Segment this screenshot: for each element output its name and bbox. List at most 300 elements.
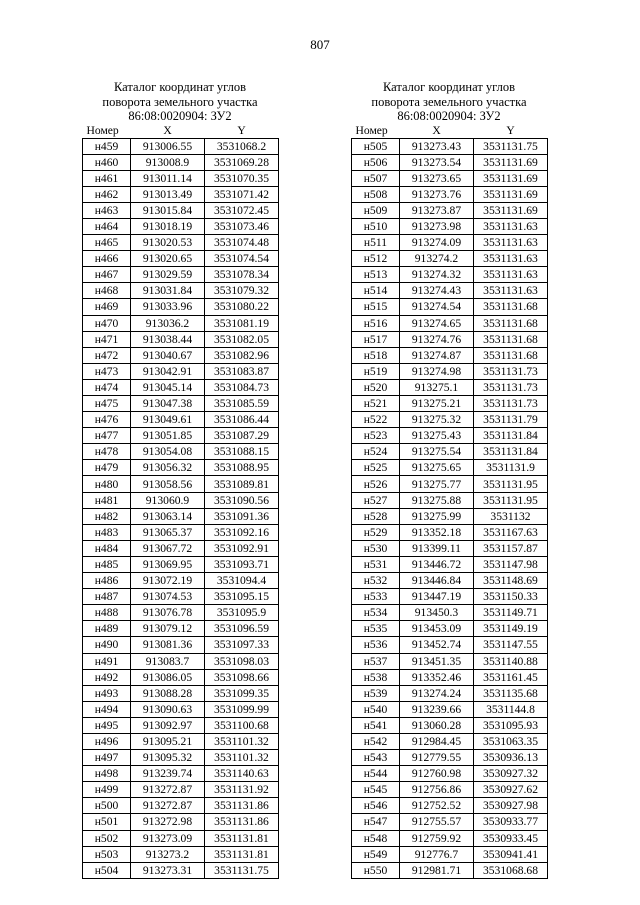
point-number-cell: н505 <box>352 138 400 154</box>
x-coordinate-cell: 913272.87 <box>131 782 205 798</box>
point-number-cell: н498 <box>83 766 131 782</box>
y-coordinate-cell: 3531087.29 <box>205 428 279 444</box>
table-row <box>83 556 279 572</box>
x-coordinate-cell: 913274.32 <box>400 267 474 283</box>
table-row <box>352 138 548 154</box>
x-coordinate-cell: 913275.1 <box>400 379 474 395</box>
x-coordinate-cell: 913020.53 <box>131 235 205 251</box>
coordinate-catalog-right <box>351 80 548 879</box>
table-row <box>83 798 279 814</box>
table-row <box>352 363 548 379</box>
y-coordinate-cell: 3531092.91 <box>205 540 279 556</box>
y-coordinate-cell: 3531098.66 <box>205 669 279 685</box>
catalog-title <box>82 80 278 124</box>
table-row <box>352 379 548 395</box>
point-number-cell: н460 <box>83 154 131 170</box>
table-row <box>352 170 548 186</box>
x-coordinate-cell: 913274.76 <box>400 331 474 347</box>
x-coordinate-cell: 913272.98 <box>131 814 205 830</box>
table-row <box>352 396 548 412</box>
point-number-cell: н486 <box>83 573 131 589</box>
point-number-cell: н540 <box>352 701 400 717</box>
y-coordinate-cell: 3531131.63 <box>474 235 548 251</box>
point-number-cell: н528 <box>352 508 400 524</box>
x-coordinate-cell: 913239.66 <box>400 701 474 717</box>
table-row <box>352 444 548 460</box>
x-coordinate-cell: 913054.08 <box>131 444 205 460</box>
table-row <box>352 218 548 234</box>
y-coordinate-cell: 3531086.44 <box>205 412 279 428</box>
x-coordinate-cell: 913446.84 <box>400 573 474 589</box>
point-number-cell: н520 <box>352 379 400 395</box>
y-coordinate-cell: 3531078.34 <box>205 267 279 283</box>
point-number-cell: н532 <box>352 573 400 589</box>
column-header-y: Y <box>506 123 515 137</box>
x-coordinate-cell: 913013.49 <box>131 186 205 202</box>
y-coordinate-cell: 3531069.28 <box>205 154 279 170</box>
y-coordinate-cell: 3531131.69 <box>474 186 548 202</box>
y-coordinate-cell: 3531132 <box>474 508 548 524</box>
table-row <box>83 251 279 267</box>
point-number-cell: н461 <box>83 170 131 186</box>
point-number-cell: н487 <box>83 589 131 605</box>
x-coordinate-cell: 913273.98 <box>400 218 474 234</box>
x-coordinate-cell: 913006.55 <box>131 138 205 154</box>
table-row <box>352 862 548 878</box>
y-coordinate-cell: 3531093.71 <box>205 556 279 572</box>
x-coordinate-cell: 913274.87 <box>400 347 474 363</box>
table-row <box>83 396 279 412</box>
x-coordinate-cell: 913095.32 <box>131 750 205 766</box>
point-number-cell: н518 <box>352 347 400 363</box>
point-number-cell: н481 <box>83 492 131 508</box>
y-coordinate-cell: 3531131.75 <box>205 862 279 878</box>
x-coordinate-cell: 913453.09 <box>400 621 474 637</box>
table-row <box>83 653 279 669</box>
point-number-cell: н508 <box>352 186 400 202</box>
y-coordinate-cell: 3531131.63 <box>474 283 548 299</box>
x-coordinate-cell: 913090.63 <box>131 701 205 717</box>
x-coordinate-cell: 912759.92 <box>400 830 474 846</box>
table-row <box>352 540 548 556</box>
x-coordinate-cell: 913447.19 <box>400 589 474 605</box>
y-coordinate-cell: 3531144.8 <box>474 701 548 717</box>
x-coordinate-cell: 913049.61 <box>131 412 205 428</box>
y-coordinate-cell: 3531131.95 <box>474 492 548 508</box>
y-coordinate-cell: 3531131.73 <box>474 379 548 395</box>
x-coordinate-cell: 912752.52 <box>400 798 474 814</box>
y-coordinate-cell: 3531099.99 <box>205 701 279 717</box>
y-coordinate-cell: 3531149.19 <box>474 621 548 637</box>
y-coordinate-cell: 3531131.84 <box>474 444 548 460</box>
table-row <box>83 170 279 186</box>
x-coordinate-cell: 913451.35 <box>400 653 474 669</box>
y-coordinate-cell: 3530927.62 <box>474 782 548 798</box>
table-row <box>352 846 548 862</box>
x-coordinate-cell: 913274.54 <box>400 299 474 315</box>
point-number-cell: н523 <box>352 428 400 444</box>
y-coordinate-cell: 3531149.71 <box>474 605 548 621</box>
table-row <box>83 524 279 540</box>
x-coordinate-cell: 913067.72 <box>131 540 205 556</box>
table-row <box>83 379 279 395</box>
y-coordinate-cell: 3531082.05 <box>205 331 279 347</box>
point-number-cell: н465 <box>83 235 131 251</box>
point-number-cell: н500 <box>83 798 131 814</box>
table-row <box>83 315 279 331</box>
x-coordinate-cell: 913051.85 <box>131 428 205 444</box>
table-row <box>352 524 548 540</box>
table-row <box>83 782 279 798</box>
y-coordinate-cell: 3531082.96 <box>205 347 279 363</box>
y-coordinate-cell: 3530936.13 <box>474 750 548 766</box>
x-coordinate-cell: 913060.9 <box>131 492 205 508</box>
point-number-cell: н462 <box>83 186 131 202</box>
table-row <box>83 540 279 556</box>
x-coordinate-cell: 912760.98 <box>400 766 474 782</box>
point-number-cell: н526 <box>352 476 400 492</box>
table-row <box>83 283 279 299</box>
y-coordinate-cell: 3531094.4 <box>205 573 279 589</box>
catalog-title-line: 86:08:0020904: ЗУ2 <box>397 109 501 123</box>
table-body <box>83 138 279 878</box>
point-number-cell: н467 <box>83 267 131 283</box>
x-coordinate-cell: 912779.55 <box>400 750 474 766</box>
catalog-title-line: Каталог координат углов <box>113 80 247 94</box>
table-row <box>83 589 279 605</box>
table-row <box>352 235 548 251</box>
x-coordinate-cell: 913352.46 <box>400 669 474 685</box>
y-coordinate-cell: 3531073.46 <box>205 218 279 234</box>
y-coordinate-cell: 3531101.32 <box>205 750 279 766</box>
point-number-cell: н529 <box>352 524 400 540</box>
point-number-cell: н464 <box>83 218 131 234</box>
point-number-cell: н512 <box>352 251 400 267</box>
table-row <box>83 476 279 492</box>
point-number-cell: н510 <box>352 218 400 234</box>
x-coordinate-cell: 913273.54 <box>400 154 474 170</box>
table-row <box>352 782 548 798</box>
table-row <box>83 154 279 170</box>
x-coordinate-cell: 913072.19 <box>131 573 205 589</box>
column-header-x: X <box>163 123 172 137</box>
point-number-cell: н493 <box>83 685 131 701</box>
table-row <box>83 621 279 637</box>
y-coordinate-cell: 3531098.03 <box>205 653 279 669</box>
table-row <box>83 830 279 846</box>
x-coordinate-cell: 913274.98 <box>400 363 474 379</box>
point-number-cell: н474 <box>83 379 131 395</box>
point-number-cell: н476 <box>83 412 131 428</box>
point-number-cell: н513 <box>352 267 400 283</box>
x-coordinate-cell: 913273.2 <box>131 846 205 862</box>
point-number-cell: н543 <box>352 750 400 766</box>
table-row <box>352 653 548 669</box>
table-row <box>83 750 279 766</box>
table-row <box>352 331 548 347</box>
y-coordinate-cell: 3531097.33 <box>205 637 279 653</box>
y-coordinate-cell: 3531157.87 <box>474 540 548 556</box>
table-row <box>83 138 279 154</box>
table-row <box>83 299 279 315</box>
y-coordinate-cell: 3531135.68 <box>474 685 548 701</box>
catalog-title <box>351 80 547 124</box>
table-row <box>352 701 548 717</box>
y-coordinate-cell: 3531131.69 <box>474 170 548 186</box>
x-coordinate-cell: 913273.31 <box>131 862 205 878</box>
x-coordinate-cell: 913040.67 <box>131 347 205 363</box>
point-number-cell: н545 <box>352 782 400 798</box>
x-coordinate-cell: 913275.77 <box>400 476 474 492</box>
point-number-cell: н548 <box>352 830 400 846</box>
point-number-cell: н503 <box>83 846 131 862</box>
point-number-cell: н496 <box>83 733 131 749</box>
y-coordinate-cell: 3530933.45 <box>474 830 548 846</box>
table-row <box>83 766 279 782</box>
point-number-cell: н483 <box>83 524 131 540</box>
point-number-cell: н539 <box>352 685 400 701</box>
point-number-cell: н466 <box>83 251 131 267</box>
y-coordinate-cell: 3531072.45 <box>205 202 279 218</box>
point-number-cell: н537 <box>352 653 400 669</box>
x-coordinate-cell: 913074.53 <box>131 589 205 605</box>
y-coordinate-cell: 3531131.69 <box>474 202 548 218</box>
x-coordinate-cell: 913063.14 <box>131 508 205 524</box>
x-coordinate-cell: 913069.95 <box>131 556 205 572</box>
point-number-cell: н480 <box>83 476 131 492</box>
y-coordinate-cell: 3531092.16 <box>205 524 279 540</box>
y-coordinate-cell: 3531096.59 <box>205 621 279 637</box>
point-number-cell: н492 <box>83 669 131 685</box>
x-coordinate-cell: 913081.36 <box>131 637 205 653</box>
coordinates-table <box>351 124 548 879</box>
x-coordinate-cell: 913088.28 <box>131 685 205 701</box>
x-coordinate-cell: 913079.12 <box>131 621 205 637</box>
y-coordinate-cell: 3531131.92 <box>205 782 279 798</box>
point-number-cell: н490 <box>83 637 131 653</box>
table-row <box>352 347 548 363</box>
x-coordinate-cell: 913274.24 <box>400 685 474 701</box>
point-number-cell: н521 <box>352 396 400 412</box>
table-row <box>83 846 279 862</box>
x-coordinate-cell: 913029.59 <box>131 267 205 283</box>
point-number-cell: н550 <box>352 862 400 878</box>
y-coordinate-cell: 3531140.88 <box>474 653 548 669</box>
point-number-cell: н494 <box>83 701 131 717</box>
point-number-cell: н524 <box>352 444 400 460</box>
y-coordinate-cell: 3531079.32 <box>205 283 279 299</box>
y-coordinate-cell: 3531099.35 <box>205 685 279 701</box>
x-coordinate-cell: 913274.43 <box>400 283 474 299</box>
point-number-cell: н546 <box>352 798 400 814</box>
x-coordinate-cell: 913056.32 <box>131 460 205 476</box>
table-row <box>352 556 548 572</box>
table-row <box>352 267 548 283</box>
table-row <box>83 412 279 428</box>
point-number-cell: н463 <box>83 202 131 218</box>
x-coordinate-cell: 912981.71 <box>400 862 474 878</box>
table-row <box>352 605 548 621</box>
table-row <box>352 186 548 202</box>
column-header-x: X <box>432 123 441 137</box>
x-coordinate-cell: 913275.54 <box>400 444 474 460</box>
x-coordinate-cell: 913273.87 <box>400 202 474 218</box>
y-coordinate-cell: 3531131.81 <box>205 846 279 862</box>
table-row <box>352 428 548 444</box>
table-row <box>83 444 279 460</box>
point-number-cell: н499 <box>83 782 131 798</box>
table-row <box>83 862 279 878</box>
point-number-cell: н536 <box>352 637 400 653</box>
y-coordinate-cell: 3531148.69 <box>474 573 548 589</box>
x-coordinate-cell: 913018.19 <box>131 218 205 234</box>
point-number-cell: н511 <box>352 235 400 251</box>
column-header-number: Номер <box>355 123 388 137</box>
point-number-cell: н485 <box>83 556 131 572</box>
point-number-cell: н502 <box>83 830 131 846</box>
x-coordinate-cell: 913275.43 <box>400 428 474 444</box>
table-row <box>83 186 279 202</box>
table-row <box>352 814 548 830</box>
y-coordinate-cell: 3531063.35 <box>474 733 548 749</box>
point-number-cell: н489 <box>83 621 131 637</box>
y-coordinate-cell: 3531090.56 <box>205 492 279 508</box>
x-coordinate-cell: 913274.09 <box>400 235 474 251</box>
table-row <box>352 299 548 315</box>
x-coordinate-cell: 913086.05 <box>131 669 205 685</box>
x-coordinate-cell: 913020.65 <box>131 251 205 267</box>
point-number-cell: н473 <box>83 363 131 379</box>
x-coordinate-cell: 913273.65 <box>400 170 474 186</box>
point-number-cell: н504 <box>83 862 131 878</box>
point-number-cell: н507 <box>352 170 400 186</box>
table-row <box>352 685 548 701</box>
x-coordinate-cell: 913095.21 <box>131 733 205 749</box>
y-coordinate-cell: 3531081.19 <box>205 315 279 331</box>
x-coordinate-cell: 913275.32 <box>400 412 474 428</box>
y-coordinate-cell: 3531084.73 <box>205 379 279 395</box>
table-row <box>83 235 279 251</box>
table-row <box>83 363 279 379</box>
y-coordinate-cell: 3531131.84 <box>474 428 548 444</box>
x-coordinate-cell: 913275.21 <box>400 396 474 412</box>
y-coordinate-cell: 3531100.68 <box>205 717 279 733</box>
table-row <box>352 460 548 476</box>
table-row <box>83 717 279 733</box>
x-coordinate-cell: 913011.14 <box>131 170 205 186</box>
point-number-cell: н516 <box>352 315 400 331</box>
y-coordinate-cell: 3531131.73 <box>474 363 548 379</box>
point-number-cell: н470 <box>83 315 131 331</box>
point-number-cell: н547 <box>352 814 400 830</box>
table-row <box>352 315 548 331</box>
y-coordinate-cell: 3531089.81 <box>205 476 279 492</box>
table-row <box>83 428 279 444</box>
y-coordinate-cell: 3531074.48 <box>205 235 279 251</box>
x-coordinate-cell: 913239.74 <box>131 766 205 782</box>
table-row <box>352 669 548 685</box>
table-row <box>83 701 279 717</box>
x-coordinate-cell: 913352.18 <box>400 524 474 540</box>
y-coordinate-cell: 3531150.33 <box>474 589 548 605</box>
table-row <box>83 202 279 218</box>
y-coordinate-cell: 3531083.87 <box>205 363 279 379</box>
y-coordinate-cell: 3531070.35 <box>205 170 279 186</box>
point-number-cell: н468 <box>83 283 131 299</box>
table-row <box>352 798 548 814</box>
point-number-cell: н482 <box>83 508 131 524</box>
point-number-cell: н501 <box>83 814 131 830</box>
y-coordinate-cell: 3531068.2 <box>205 138 279 154</box>
y-coordinate-cell: 3531131.95 <box>474 476 548 492</box>
y-coordinate-cell: 3531131.68 <box>474 347 548 363</box>
y-coordinate-cell: 3531131.63 <box>474 218 548 234</box>
x-coordinate-cell: 913274.65 <box>400 315 474 331</box>
table-body <box>352 138 548 878</box>
coordinates-table <box>82 124 279 879</box>
y-coordinate-cell: 3531131.79 <box>474 412 548 428</box>
point-number-cell: н497 <box>83 750 131 766</box>
y-coordinate-cell: 3531088.15 <box>205 444 279 460</box>
point-number-cell: н509 <box>352 202 400 218</box>
catalog-title-line: поворота земельного участка <box>371 94 527 109</box>
point-number-cell: н549 <box>352 846 400 862</box>
y-coordinate-cell: 3531147.98 <box>474 556 548 572</box>
point-number-cell: н491 <box>83 653 131 669</box>
table-row <box>352 589 548 605</box>
y-coordinate-cell: 3531131.68 <box>474 331 548 347</box>
table-row <box>352 750 548 766</box>
x-coordinate-cell: 913015.84 <box>131 202 205 218</box>
table-row <box>352 573 548 589</box>
y-coordinate-cell: 3531131.63 <box>474 267 548 283</box>
y-coordinate-cell: 3531131.68 <box>474 315 548 331</box>
y-coordinate-cell: 3531167.63 <box>474 524 548 540</box>
point-number-cell: н459 <box>83 138 131 154</box>
x-coordinate-cell: 913446.72 <box>400 556 474 572</box>
table-row <box>352 412 548 428</box>
point-number-cell: н488 <box>83 605 131 621</box>
y-coordinate-cell: 3531085.59 <box>205 396 279 412</box>
point-number-cell: н519 <box>352 363 400 379</box>
y-coordinate-cell: 3530927.32 <box>474 766 548 782</box>
y-coordinate-cell: 3531068.68 <box>474 862 548 878</box>
x-coordinate-cell: 912776.7 <box>400 846 474 862</box>
point-number-cell: н531 <box>352 556 400 572</box>
point-number-cell: н527 <box>352 492 400 508</box>
table-row <box>352 621 548 637</box>
table-row <box>352 830 548 846</box>
x-coordinate-cell: 913065.37 <box>131 524 205 540</box>
catalog-title-line: Каталог координат углов <box>382 80 516 94</box>
table-row <box>83 460 279 476</box>
table-row <box>352 251 548 267</box>
point-number-cell: н517 <box>352 331 400 347</box>
table-row <box>83 218 279 234</box>
y-coordinate-cell: 3531095.9 <box>205 605 279 621</box>
table-row <box>83 814 279 830</box>
y-coordinate-cell: 3531071.42 <box>205 186 279 202</box>
table-row <box>83 347 279 363</box>
x-coordinate-cell: 912755.57 <box>400 814 474 830</box>
x-coordinate-cell: 913047.38 <box>131 396 205 412</box>
x-coordinate-cell: 913272.87 <box>131 798 205 814</box>
y-coordinate-cell: 3531095.15 <box>205 589 279 605</box>
point-number-cell: н522 <box>352 412 400 428</box>
table-row <box>83 733 279 749</box>
y-coordinate-cell: 3530927.98 <box>474 798 548 814</box>
y-coordinate-cell: 3530941.41 <box>474 846 548 862</box>
